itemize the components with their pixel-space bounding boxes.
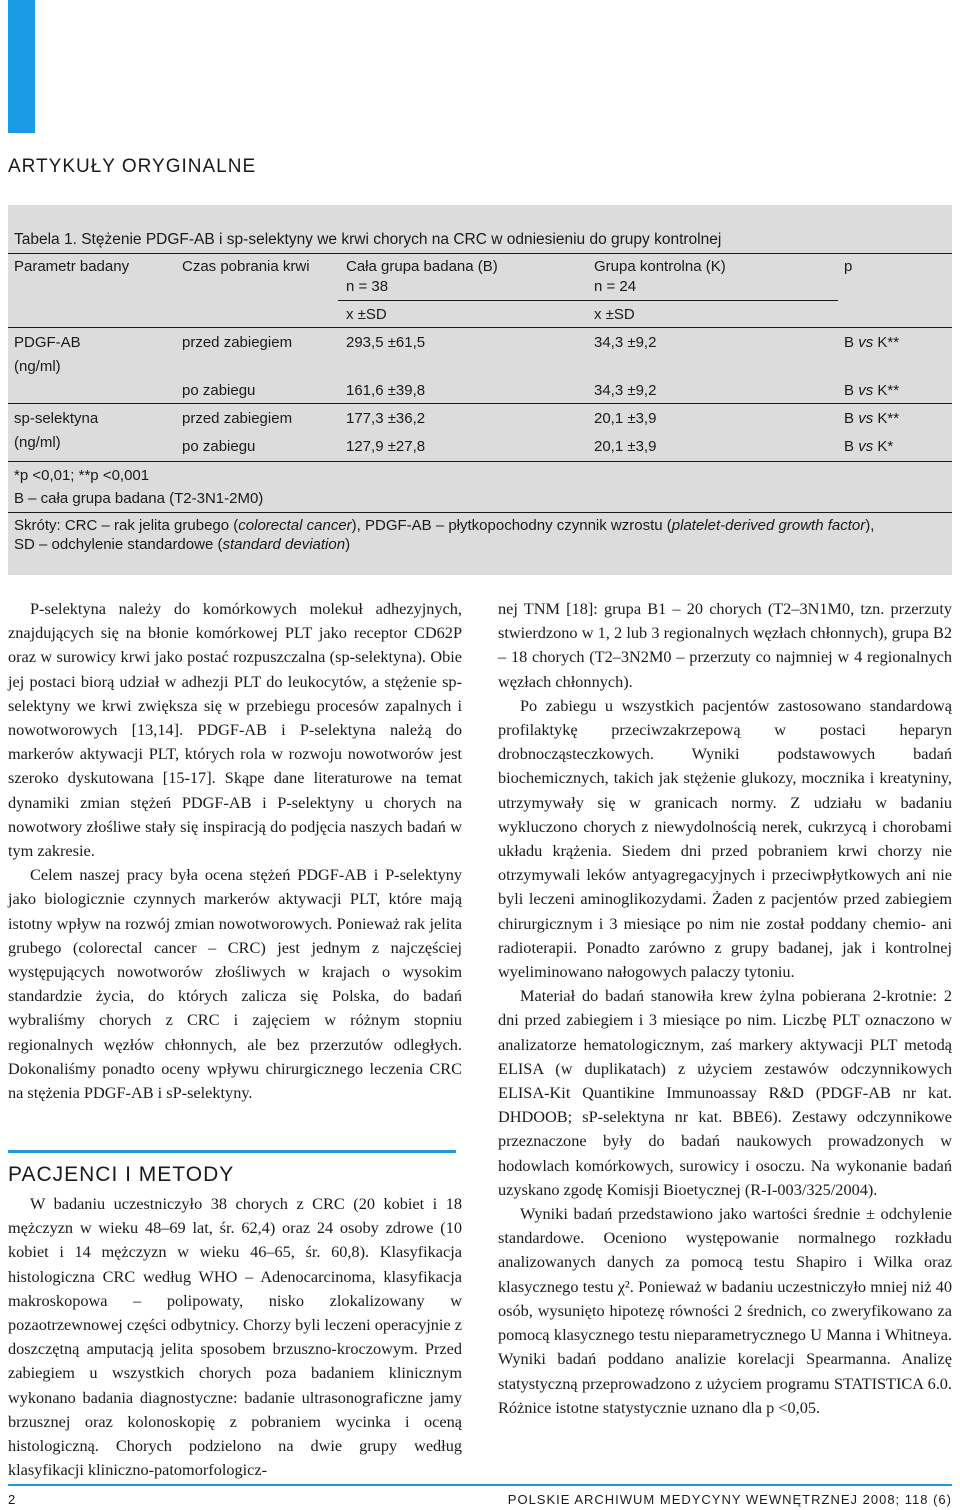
- row-time: po zabiegu: [182, 438, 256, 455]
- stat-label-k: x ±SD: [594, 306, 635, 323]
- left-column-text: [8, 597, 462, 1105]
- table-footnote: B – cała grupa badana (T2-3N1-2M0): [14, 490, 264, 507]
- paragraph: Celem naszej pracy była ocena stężeń PDGF-AB i P-selektyny jako biologicznie czynnych markerów aktywacji PLT, które mają istotny wpływ na rozwój zmian nowotworowych. Ponieważ rak jelita grubego (colorectal cancer – CRC) jest jednym z najczęściej występujących nowotworów złośliwych w krajach o wysokim standardzie życia, do których zalicza się Polska, do badań wybraliśmy chorych z CRC i zajęciem w różnym stopniu regionalnych węzłów chłonnych, ale bez przerzutów odległych. Dokonaliśmy ponadto oceny wpływu chirurgicznego leczenia CRC na stężenia PDGF-AB i sP-selektyny.: [8, 865, 462, 1103]
- row-p: B vs K**: [844, 334, 900, 351]
- col-header-time: Czas pobrania krwi: [182, 258, 310, 275]
- row-p: B vs K**: [844, 410, 900, 427]
- table-footnote: *p <0,01; **p <0,001: [14, 467, 150, 484]
- col-header-group-b: Cała grupa badana (B): [346, 258, 498, 275]
- col-header-group-k-n: n = 24: [594, 278, 637, 295]
- data-table: [8, 205, 952, 575]
- row-unit: (ng/ml): [14, 358, 61, 375]
- table-rule-mid: [8, 327, 952, 328]
- table-rule-footnote: [8, 512, 952, 513]
- row-p: B vs K**: [844, 382, 900, 399]
- paragraph: nej TNM [18]: grupa B1 – 20 chorych (T2–3N1M0, tzn. przerzuty stwierdzono w 1, 2 lub 3 regionalnych węzłach chłonnych), grupa B2 – 18 chorych (T2–3N2M0 – przerzuty co najmniej w 4 regionalnych węzłach chłonnych).: [498, 599, 952, 691]
- paragraph: W badaniu uczestniczyło 38 chorych z CRC (20 kobiet i 18 mężczyzn w wieku 48–69 lat, śr. 62,4) oraz 24 osoby zdrowe (10 kobiet i 14 mężczyzn w wieku 46–65, śr. 60,8). Klasyfikacja histologiczna CRC według WHO – Adenocarcinoma, klasyfikacja makroskopowa – polipowaty, nisko zlokalizowany w pozaotrzewnowej części odbytnicy. Chorzy byli leczeni operacyjnie z doszczętną amputacją jelita sposobem brzuszno-kroczowym. Przed zabiegiem u wszystkich chorych poza badaniem klinicznym wykonano badania diagnostyczne: badanie ultrasonograficzne jamy brzusznej oraz kolonoskopię z pobraniem wycinka i oceną histologiczną. Chorych podzielono na dwie grupy według klasyfikacji kliniczno-patomorfologicz-: [8, 1194, 462, 1480]
- table-title: Tabela 1. Stężenie PDGF-AB i sp-selektyny we krwi chorych na CRC w odniesieniu do grupy kontrolnej: [14, 231, 722, 248]
- row-value-b: 293,5 ±61,5: [346, 334, 426, 351]
- col-header-p: p: [844, 258, 853, 275]
- row-p: B vs K*: [844, 438, 894, 455]
- paragraph: Po zabiegu u wszystkich pacjentów zastosowano standardową profilaktykę przeciwzakrzepową w postaci heparyn drobnocząsteczkowych. Wyniki podstawowych badań biochemicznych, takich jak stężenie glukozy, mocznika i kreatyniny, utrzymywały się w granicach normy. Z udziału w badaniu wykluczono chorych z niewydolnością nerek, cukrzycą i chorobami układu krążenia. Siedem dni przed pobraniem krwi chorzy nie otrzymywali leków antyagregacyjnych i przeciwpłytkowych ani nie byli leczeni aminoglikozydami. Żaden z pacjentów przed zabiegiem chirurgicznym i 3 miesiące po nim nie został poddany chemio- ani radioterapii. Ponadto zarówno z grupy badanej, jak i kontrolnej wyeliminowano nałogowych palaczy tytoniu.: [498, 695, 952, 982]
- row-value-k: 20,1 ±3,9: [594, 438, 657, 455]
- footer-rule: [8, 1484, 952, 1486]
- table-abbreviations: SD – odchylenie standardowe (standard deviation): [14, 536, 351, 553]
- section-label: ARTYKUŁY ORYGINALNE: [8, 156, 257, 177]
- row-value-b: 161,6 ±39,8: [346, 382, 426, 399]
- table-rule-bottom: [8, 461, 952, 462]
- col-header-param: Parametr badany: [14, 258, 130, 275]
- stat-label-b: x ±SD: [346, 306, 387, 323]
- journal-citation: POLSKIE ARCHIWUM MEDYCYNY WEWNĘTRZNEJ 2008; 118 (6): [507, 1492, 952, 1507]
- row-value-b: 127,9 ±27,8: [346, 438, 426, 455]
- section-heading: PACJENCI I METODY: [8, 1163, 235, 1186]
- row-value-k: 34,3 ±9,2: [594, 334, 657, 351]
- table-abbreviations: Skróty: CRC – rak jelita grubego (colorectal cancer), PDGF-AB – płytkopochodny czynnik wzrostu (platelet-derived growth factor),: [14, 517, 875, 534]
- row-unit: (ng/ml): [14, 434, 61, 451]
- right-column-text: [498, 597, 952, 1420]
- section-rule: [8, 1150, 456, 1153]
- table-rule-header: [338, 300, 838, 301]
- row-value-k: 34,3 ±9,2: [594, 382, 657, 399]
- row-time: po zabiegu: [182, 382, 256, 399]
- row-value-k: 20,1 ±3,9: [594, 410, 657, 427]
- paragraph: Wyniki badań przedstawiono jako wartości średnie ± odchylenie standardowe. Oceniono występowanie normalnego rozkładu analizowanych danych za pomocą testu Shapiro i Wilka oraz klasycznego testu χ². Ponieważ w badaniu uczestniczyło mniej niż 40 osób, wysunięto hipotezę równości 2 średnich, co zweryfikowano za pomocą klasycznego testu nieparametrycznego U Manna i Whitneya. Wyniki badań poddano analizie korelacji Spearmanna. Analizę statystyczną przeprowadzono z użyciem programu STATISTICA 6.0. Różnice istotne statystycznie uznano dla p <0,05.: [498, 1204, 952, 1417]
- table-rule-top: [8, 253, 952, 254]
- accent-bar: [8, 0, 35, 133]
- page-number: 2: [8, 1492, 17, 1507]
- col-header-group-k: Grupa kontrolna (K): [594, 258, 726, 275]
- col-header-group-b-n: n = 38: [346, 278, 389, 295]
- table-rule-row: [8, 403, 952, 404]
- row-time: przed zabiegiem: [182, 334, 293, 351]
- row-value-b: 177,3 ±36,2: [346, 410, 426, 427]
- paragraph: Materiał do badań stanowiła krew żylna pobierana 2-krotnie: 2 dni przed zabiegiem i 3 miesiące po nim. Liczbę PLT oznaczono w analizatorze hematologicznym, zaś markery aktywacji PLT metodą ELISA (w duplikatach) z użyciem zestawów odczynnikowych ELISA-Kit Quantikine Immunoassay R&D (PDGF-AB nr kat. DHDOOB; sP-selektyna nr kat. BBE6). Zestawy odczynnikowe przeznaczone były do badań naukowych prowadzonych w hodowlach komórkowych, surowicy i osoczu. Na wykonanie badań uzyskano zgodę Komisji Bioetycznej (R-I-003/325/2004).: [498, 986, 952, 1199]
- row-time: przed zabiegiem: [182, 410, 293, 427]
- row-param: PDGF-AB: [14, 334, 81, 351]
- left-column-text: [8, 1192, 462, 1482]
- row-param: sp-selektyna: [14, 410, 99, 427]
- paragraph: P-selektyna należy do komórkowych molekuł adhezyjnych, znajdujących się na błonie komórkowej PLT jako receptor CD62P oraz w surowicy krwi jako postać rozpuszczalna (sp-selektyna). Obie jej postaci biorą udział w adhezji PLT do leukocytów, a stężenie sp-selektyny we krwi zwiększa się w przebiegu procesów zapalnych i nowotworowych [13,14]. PDGF-AB i P-selektyna należą do markerów aktywacji PLT, których rola w rozwoju nowotworów jest szeroko dyskutowana [15-17]. Skąpe dane literaturowe na temat dynamiki zmian stężeń PDGF-AB i P-selektyny u chorych na nowotwory złośliwe stały się inspiracją do podjęcia naszych badań w tym zakresie.: [8, 599, 462, 861]
